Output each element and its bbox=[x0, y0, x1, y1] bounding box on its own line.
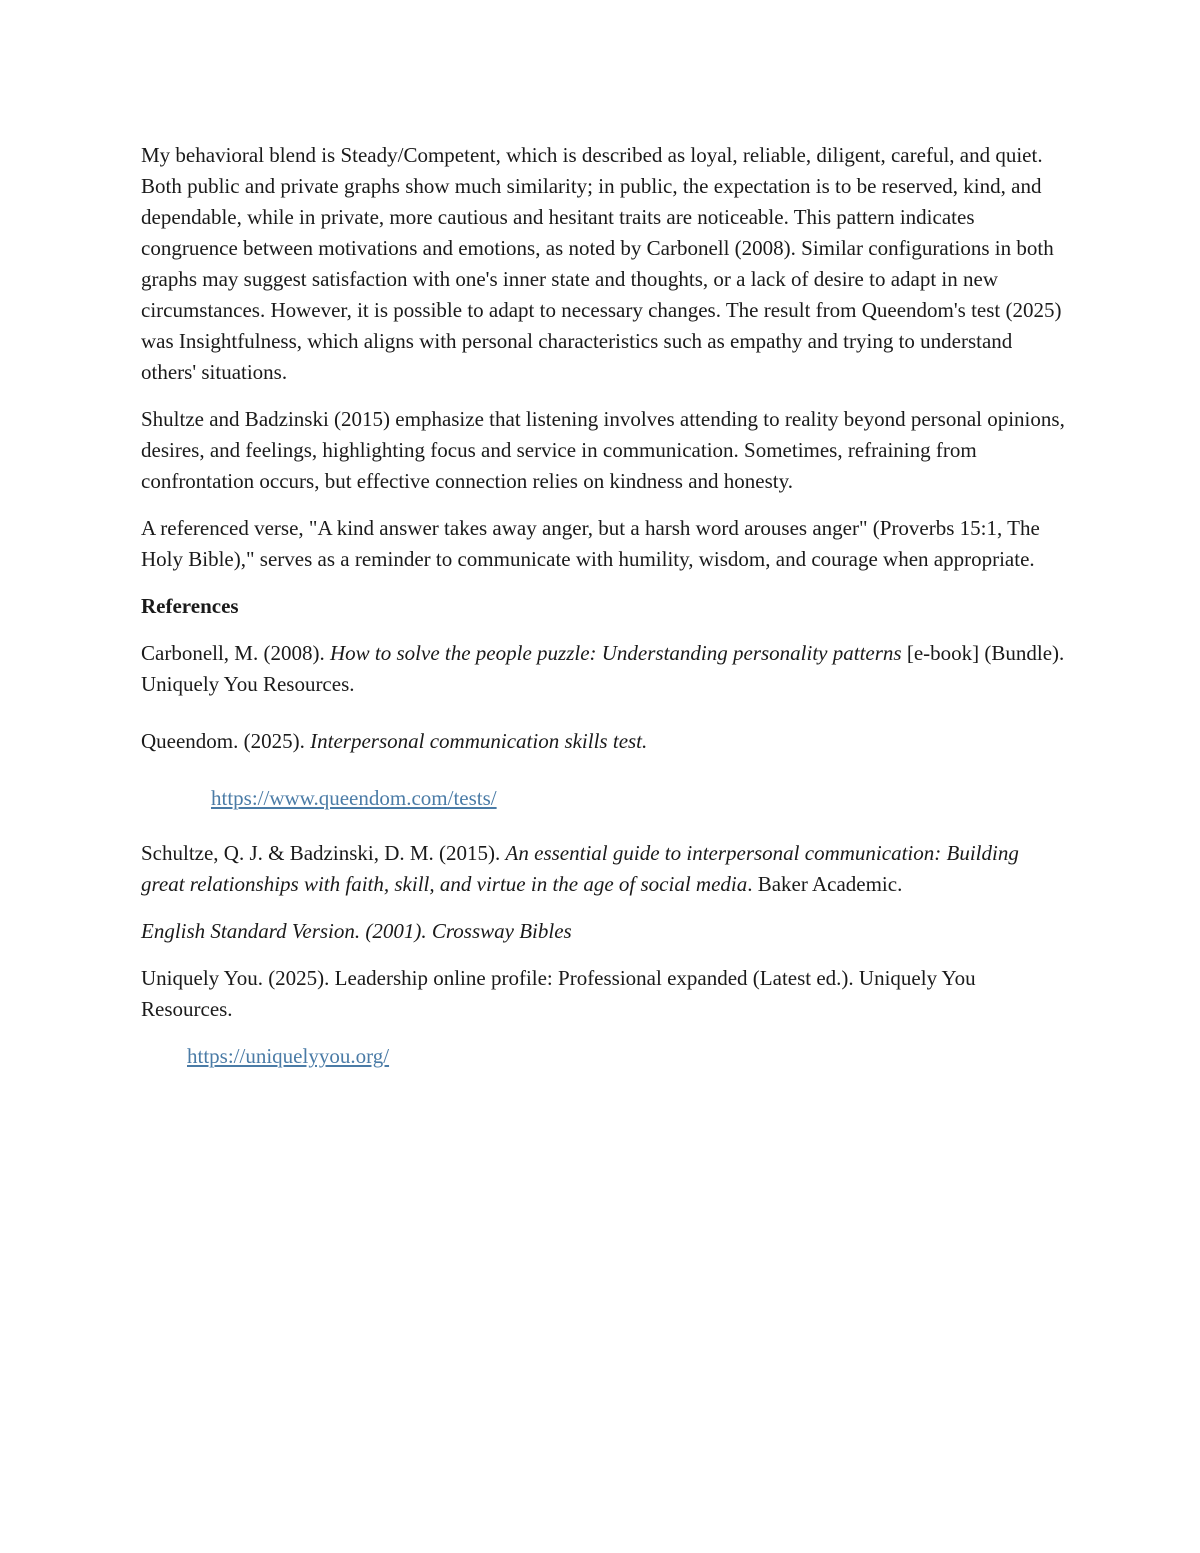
reference-uniquely-you-url-line bbox=[187, 1041, 1066, 1072]
reference-uniquely-you: Uniquely You. (2025). Leadership online profile: Professional expanded (Latest ed.). Uniquely You Resources. bbox=[141, 966, 976, 1021]
document-page bbox=[141, 140, 1066, 1072]
reference-queendom-title: Interpersonal communication skills test. bbox=[310, 729, 648, 753]
reference-carbonell-rest: [e-book] (Bundle). Uniquely You Resources. bbox=[141, 641, 1065, 696]
reference-queendom-url-line bbox=[211, 783, 1066, 814]
reference-esv bbox=[141, 916, 1066, 947]
queendom-link[interactable]: https://www.queendom.com/tests/ bbox=[211, 786, 497, 810]
reference-schultze bbox=[141, 838, 1066, 900]
reference-carbonell bbox=[141, 638, 1066, 700]
reference-esv-title: English Standard Version. (2001). Crossway Bibles bbox=[141, 919, 572, 943]
reference-schultze-title: An essential guide to interpersonal communication: Building great relationships with faith, skill, and virtue in the age of social media bbox=[141, 841, 1019, 896]
reference-carbonell-authors: Carbonell, M. (2008). bbox=[141, 641, 330, 665]
reference-queendom-authors: Queendom. (2025). bbox=[141, 729, 311, 753]
reference-queendom bbox=[141, 726, 1066, 757]
references-heading: References bbox=[141, 594, 239, 618]
uniquely-you-link[interactable]: https://uniquelyyou.org/ bbox=[187, 1044, 390, 1068]
reference-carbonell-title: How to solve the people puzzle: Understanding personality patterns bbox=[329, 641, 902, 665]
reference-schultze-authors: Schultze, Q. J. & Badzinski, D. M. (2015). bbox=[141, 841, 506, 865]
body-paragraph-2: Shultze and Badzinski (2015) emphasize that listening involves attending to reality beyond personal opinions, desires, and feelings, highlighting focus and service in communication. Sometimes, refraining from confrontation occurs, but effective connection relies on kindness and honesty. bbox=[141, 407, 1065, 493]
reference-schultze-rest: . Baker Academic. bbox=[747, 872, 903, 896]
body-paragraph-1: My behavioral blend is Steady/Competent, which is described as loyal, reliable, diligent, careful, and quiet. Both public and private graphs show much similarity; in public, the expectation is to be reserved, kind, and dependable, while in private, more cautious and hesitant traits are noticeable. This pattern indicates congruence between motivations and emotions, as noted by Carbonell (2008). Similar configurations in both graphs may suggest satisfaction with one's inner state and thoughts, or a lack of desire to adapt in new circumstances. However, it is possible to adapt to necessary changes. The result from Queendom's test (2025) was Insightfulness, which aligns with personal characteristics such as empathy and trying to understand others' situations. bbox=[141, 143, 1062, 384]
body-paragraph-3: A referenced verse, "A kind answer takes away anger, but a harsh word arouses anger" (Proverbs 15:1, The Holy Bible)," serves as a reminder to communicate with humility, wisdom, and courage when appropriate. bbox=[141, 516, 1040, 571]
